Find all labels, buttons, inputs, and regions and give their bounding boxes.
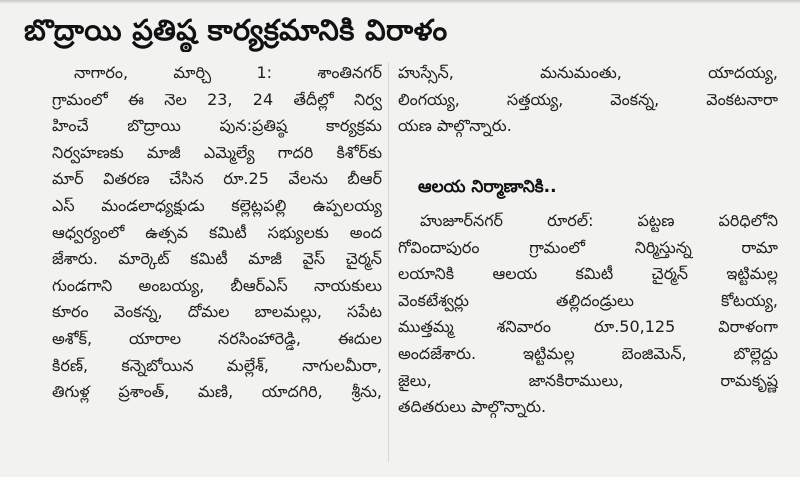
text-line: ముత్తమ్మ శనివారం రూ.50,125 విరాళంగా — [398, 317, 778, 337]
text-line: జైలు, జానకిరాములు, రామకృష్ణ — [398, 370, 778, 390]
text-line: కిరణ్, కన్నెబోయిన మల్లేశ్, నాగులమీరా, — [52, 355, 382, 375]
text-line: వెంకటేశ్వర్లు తల్లిదండ్రులు కోటయ్య, — [398, 290, 778, 310]
text-line: హుజూర్‌నగర్ రూరల్: పట్టణ పరిధిలోని — [420, 211, 778, 230]
text-line: లయానికి ఆలయ కమిటీ చైర్మన్ ఇట్టిమల్ల — [398, 264, 778, 284]
text-line: గోవిందాపురం గ్రామంలో నిర్మిస్తున్న రామా — [398, 237, 778, 257]
text-line: కూరం వెంకన్న, దోమల బాలమల్లు, సపేట — [52, 302, 382, 322]
text-line: అశోక్, యారాల నరసింహారెడ్డి, ఈదుల — [52, 328, 382, 348]
column-divider — [388, 62, 389, 462]
text-line: నిర్వహణకు మాజీ ఎమ్మెల్యే గాదరి కిశోర్‌కు — [52, 142, 382, 162]
story2-column — [398, 208, 778, 421]
text-line: నాగారం, మార్చి 1: శాంతినగర్ — [74, 63, 382, 82]
story2-subhead: ఆలయ నిర్మాణానికి.. — [418, 177, 557, 197]
text-line: హించే బొద్రాయి పున:ప్రతిష్ఠ కార్యక్రమ — [52, 116, 382, 136]
text-line: లింగయ్య, సత్తయ్య, వెంకన్న, వెంకటనారా — [398, 89, 778, 109]
text-line: ఆధ్వర్యంలో ఉత్సవ కమిటీ సభ్యులకు అంద — [52, 222, 382, 242]
text-line: ఎస్ మండలాధ్యక్షుడు కల్లెట్లపల్లి ఉప్పలయ్య — [52, 195, 382, 215]
text-line: అందజేశారు. ఇట్టిమల్ల బెంజిమెన్, బొల్లెద్దు — [398, 343, 778, 363]
text-line: తిగుళ్ల ప్రశాంత్, మణి, యాదగిరి, శ్రీను, — [52, 382, 382, 402]
headline: బొద్రాయి ప్రతిష్ఠ కార్యక్రమానికి విరాళం — [24, 13, 448, 47]
text-line: గ్రామంలో ఈ నెల 23, 24 తేదీల్లో నిర్వ — [52, 89, 382, 109]
text-line: తదితరులు పాల్గొన్నారు. — [398, 397, 547, 417]
story1-right-column — [398, 60, 778, 140]
top-edge — [0, 0, 800, 4]
text-line: హుస్సేన్, మనుమంతు, యాదయ్య, — [398, 63, 778, 82]
text-line: మార్ వితరణ చేసిన రూ.25 వేలను బీఆర్ — [52, 169, 382, 189]
text-line: జేశారు. మార్కెట్ కమిటీ మాజీ వైస్ చైర్మన్ — [52, 249, 382, 269]
text-line: గుండగాని అంబయ్య, బీఆర్ఎస్ నాయకులు — [52, 275, 382, 295]
story1-left-column — [52, 60, 382, 406]
text-line: యణ పాల్గొన్నారు. — [398, 116, 512, 136]
